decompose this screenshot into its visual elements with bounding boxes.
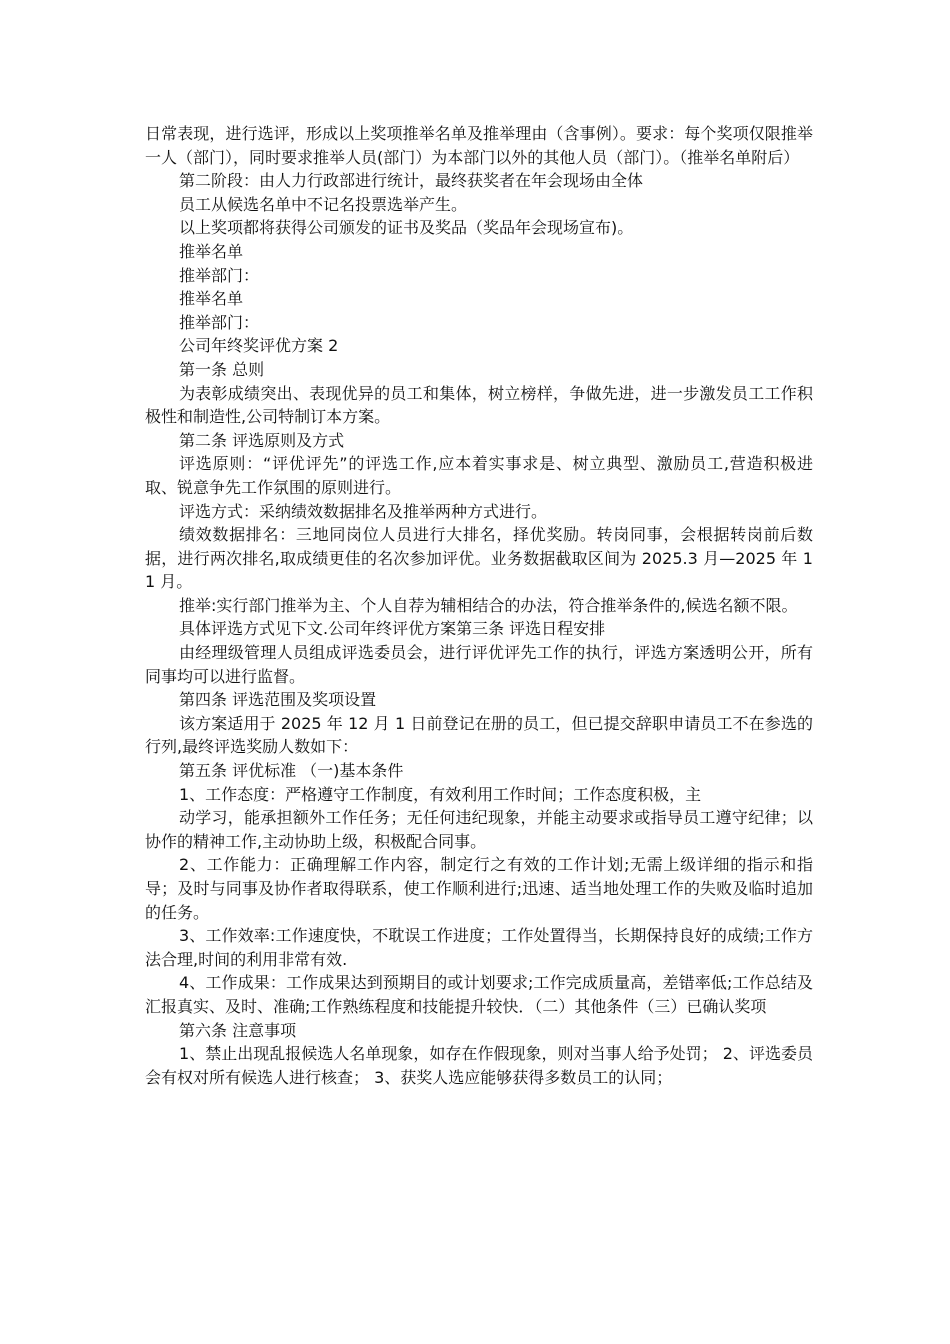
document-body	[145, 122, 813, 1089]
list-item: 4、工作成果：工作成果达到预期目的或计划要求;工作完成质量高，差错率低;工作总结及汇报真实、及时、准确;工作熟练程度和技能提升较快．（二）其他条件（三）已确认奖项	[145, 973, 813, 1016]
nomination-department-label: 推举部门：	[179, 312, 260, 332]
nomination-list-label: 推举名单	[179, 241, 244, 261]
paragraph-awards-note: 以上奖项都将获得公司颁发的证书及奖品（奖品年会现场宣布)。	[179, 218, 634, 238]
paragraph-stage-two: 第二阶段：由人力行政部进行统计，最终获奖者在年会现场由全体	[179, 171, 644, 191]
paragraph: 动学习，能承担额外工作任务；无任何违纪现象，并能主动要求或指导员工遵守纪律；以协作的精神工作,主动协助上级，积极配合同事。	[145, 808, 813, 851]
paragraph: 评选方式：采纳绩效数据排名及推举两种方式进行。	[179, 501, 548, 521]
article-heading: 第二条 评选原则及方式	[179, 430, 345, 450]
article-heading: 第五条 评优标准 （一)基本条件	[179, 761, 404, 781]
list-item: 3、工作效率:工作速度快，不耽误工作进度；工作处置得当，长期保持良好的成绩;工作方法合理,时间的利用非常有效.	[145, 926, 813, 969]
paragraph-stage-two-continued: 员工从候选名单中不记名投票选举产生。	[179, 194, 468, 214]
paragraph: 为表彰成绩突出、表现优异的员工和集体，树立榜样，争做先进，进一步激发员工工作积极性和制造性,公司特制订本方案。	[145, 383, 813, 427]
paragraph: 推举:实行部门推举为主、个人自荐为辅相结合的办法，符合推举条件的,候选名额不限。	[179, 595, 798, 615]
list-item: 1、工作态度：严格遵守工作制度，有效利用工作时间；工作态度积极，主	[179, 784, 702, 804]
nomination-list-label: 推举名单	[179, 289, 244, 309]
paragraph: 评选原则：“评优评先”的评选工作,应本着实事求是、树立典型、激励员工,营造积极进取、锐意争先工作氛围的原则进行。	[145, 454, 813, 497]
paragraph: 该方案适用于 2025 年 12 月 1 日前登记在册的员工，但已提交辞职申请员工不在参选的行列,最终评选奖励人数如下：	[145, 713, 813, 757]
nomination-department-label: 推举部门：	[179, 265, 260, 285]
section-title: 公司年终奖评优方案 2	[179, 336, 339, 356]
list-item: 2、工作能力：正确理解工作内容，制定行之有效的工作计划;无需上级详细的指示和指导；及时与同事及协作者取得联系，使工作顺利进行;迅速、适当地处理工作的失败及临时追加的任务。	[145, 855, 813, 922]
paragraph: 1、禁止出现乱报候选人名单现象，如存在作假现象，则对当事人给予处罚； 2、评选委员会有权对所有候选人进行核查； 3、获奖人选应能够获得多数员工的认同；	[145, 1044, 813, 1087]
article-heading: 第四条 评选范围及奖项设置	[179, 690, 377, 710]
paragraph: 绩效数据排名：三地同岗位人员进行大排名，择优奖励。转岗同事，会根据转岗前后数据，进行两次排名,取成绩更佳的名次参加评优。业务数据截取区间为 2025.3 月—2025 年 11 月。	[145, 525, 813, 592]
article-heading: 第一条 总则	[179, 359, 265, 379]
article-heading: 第六条 注意事项	[179, 1020, 297, 1040]
paragraph: 由经理级管理人员组成评选委员会，进行评优评先工作的执行，评选方案透明公开，所有同事均可以进行监督。	[145, 643, 813, 686]
paragraph: 具体评选方式见下文.公司年终评优方案第三条 评选日程安排	[179, 619, 606, 639]
paragraph-nomination-requirements: 日常表现，进行选评，形成以上奖项推举名单及推举理由（含事例）。要求：每个奖项仅限推举一人（部门），同时要求推举人员(部门）为本部门以外的其他人员（部门）。（推举名单附后）	[145, 124, 813, 167]
